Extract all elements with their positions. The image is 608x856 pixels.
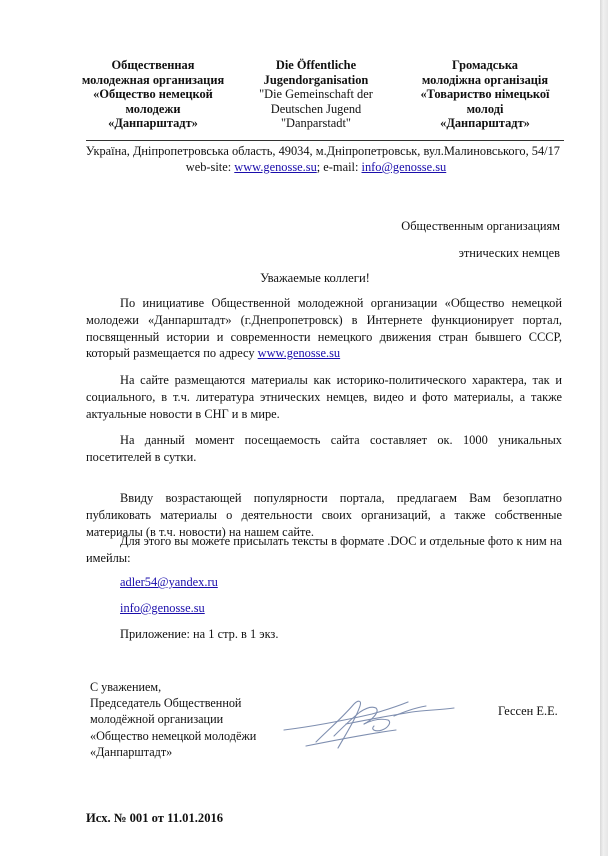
letterhead-ru-line: молодежи xyxy=(125,101,181,116)
outgoing-number: Исх. № 001 от 11.01.2016 xyxy=(86,811,224,825)
letterhead-de-line: "Die Gemeinschaft der xyxy=(259,87,373,102)
letterhead-ua-line: молодіжна організація xyxy=(421,72,549,87)
closing-line: С уважением, xyxy=(90,680,162,694)
paragraph-traffic: На данный момент посещаемость сайта составляет ок. 1000 уникальных посетителей в сутки. xyxy=(86,433,562,464)
email-item xyxy=(120,601,205,616)
paragraph-text: По инициативе Общественной молодежной организации «Общество немецкой молодежи «Данпарштадт» (г.Днепропетровск) в Интернете функционирует портал, посвященный истории и современности немецкого движения стран бывшего СССР, который размещается по адресу xyxy=(86,296,562,361)
email-link-adler[interactable]: adler54@yandex.ru xyxy=(120,575,218,589)
closing-line: молодёжной организации xyxy=(90,712,224,727)
website-link[interactable]: www.genosse.su xyxy=(234,160,317,174)
website-label: web-site: xyxy=(185,160,232,174)
closing-line: Председатель Общественной xyxy=(90,696,242,711)
closing-line: «Общество немецкой молодёжи xyxy=(90,728,257,743)
email-link-info[interactable]: info@genosse.su xyxy=(120,601,205,615)
handwritten-signature xyxy=(276,690,476,760)
letterhead-de-line: Jugendorganisation xyxy=(263,72,369,87)
letterhead-ru-line: Общественная xyxy=(111,58,195,72)
letterhead-ua-line: молоді xyxy=(466,101,504,116)
closing-line: «Данпарштадт» xyxy=(90,744,173,759)
recipient-line: этнических немцев xyxy=(458,246,560,260)
paragraph-instructions: Для этого вы можете присылать тексты в формате .DOC и отдельные фото к ним на имейлы: xyxy=(86,534,562,565)
email-link[interactable]: info@genosse.su xyxy=(361,160,447,174)
letterhead-de-line: "Danparstadt" xyxy=(281,116,351,131)
email-item xyxy=(120,575,218,590)
paragraph-offer: Ввиду возрастающей популярности портала, предлагаем Вам безоплатно публиковать материалы о деятельности своих организаций, а также собственные материалы (в т.ч. новости) на нашем сайте. xyxy=(86,491,562,539)
letterhead-ru-line: молодежная организация xyxy=(81,72,225,87)
letterhead-ru-line: «Данпарштадт» xyxy=(108,116,198,131)
portal-link[interactable]: www.genosse.su xyxy=(257,346,341,361)
contact-block xyxy=(0,143,600,175)
signer-name: Гессен Е.Е. xyxy=(498,704,558,718)
postal-address: Україна, Дніпропетровська область, 49034, м.Дніпропетровськ, вул.Малиновського, 54/17 xyxy=(85,144,560,158)
paragraph-portal xyxy=(86,295,562,362)
header-divider xyxy=(86,140,564,141)
letterhead-ua-line: «Данпарштадт» xyxy=(440,116,530,131)
letterhead xyxy=(64,58,564,131)
letterhead-de-line: Deutschen Jugend xyxy=(270,101,362,116)
salutation: Уважаемые коллеги! xyxy=(260,271,370,285)
closing-block xyxy=(90,679,256,760)
web-contacts xyxy=(0,159,560,175)
letterhead-ukrainian xyxy=(406,58,564,131)
letterhead-de-line: Die Öffentliche xyxy=(275,58,357,72)
letterhead-ua-line: «Товариство німецької xyxy=(420,87,550,102)
letterhead-german xyxy=(246,58,386,131)
page-edge-shadow xyxy=(600,0,608,856)
recipient-line: Общественным организациям xyxy=(401,219,560,233)
letterhead-russian xyxy=(64,58,242,131)
letterhead-ru-line: «Общество немецкой xyxy=(93,87,213,102)
email-label: ; e-mail: xyxy=(316,160,359,174)
attachment-note: Приложение: на 1 стр. в 1 экз. xyxy=(120,627,279,641)
paragraph-content: На сайте размещаются материалы как историко-политического характера, так и социального, в т.ч. литература этнических немцев, видео и фото материалы, а также актуальные новости в СНГ и в мире. xyxy=(86,373,562,421)
letterhead-ua-line: Громадська xyxy=(452,58,518,72)
